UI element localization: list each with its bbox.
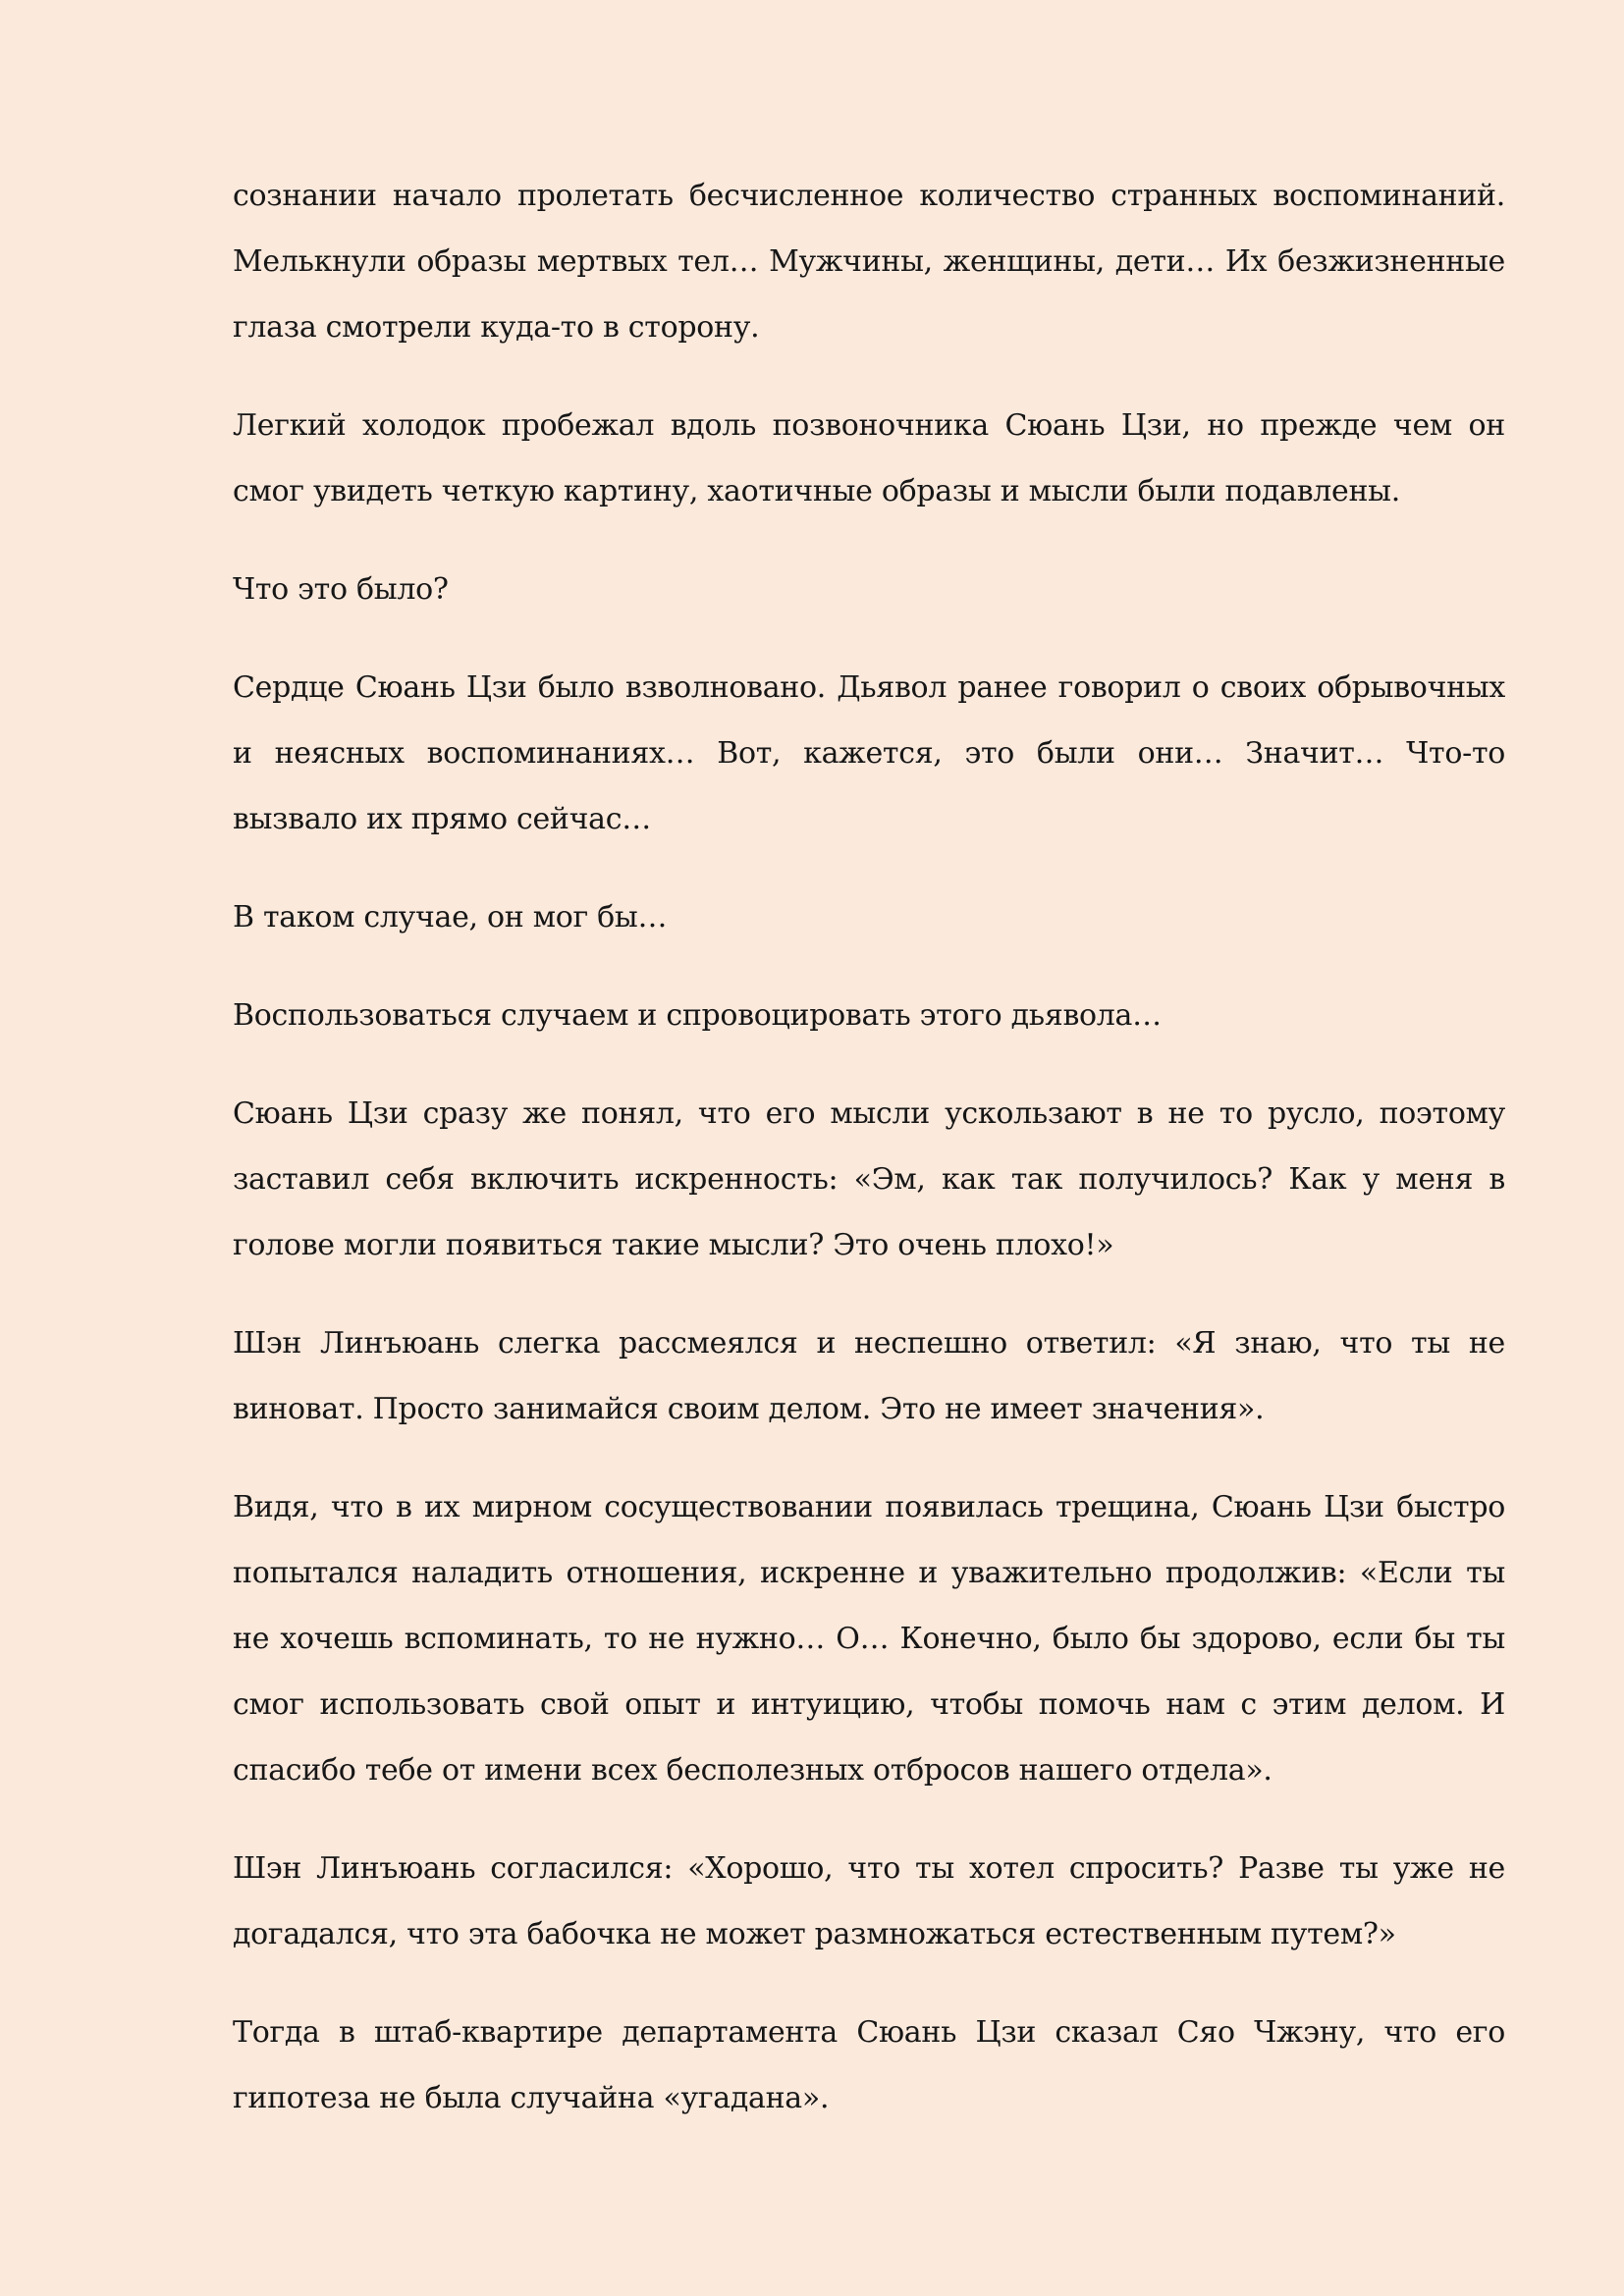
paragraph-2: Легкий холодок пробежал вдоль позвоночника Сюань Цзи, но прежде чем он смог увидеть четкую картину, хаотичные образы и мысли были подавлены. [233,408,1505,508]
paragraph-11: Тогда в штаб-квартире департамента Сюань Цзи сказал Сяо Чжэну, что его гипотеза не была случайна «угадана». [233,2015,1505,2115]
paragraph-5: В таком случае, он мог бы… [233,900,668,934]
paragraph-1: сознании начало пролетать бесчисленное количество странных воспоминаний. Мелькнули образы мертвых тел… Мужчины, женщины, дети… Их безжизненные глаза смотрели куда-то в сторону. [233,179,1505,345]
paragraph-6: Воспользоваться случаем и спровоцировать этого дьявола… [233,998,1162,1033]
paragraph-3: Что это было? [233,572,449,607]
paragraph-7: Сюань Цзи сразу же понял, что его мысли ускользают в не то русло, поэтому заставил себя включить искренность: «Эм, как так получилось? Как у меня в голове могли появиться такие мысли? Это очень плохо!» [233,1096,1505,1262]
paragraph-8: Шэн Линъюань слегка рассмеялся и неспешно ответил: «Я знаю, что ты не виноват. Просто занимайся своим делом. Это не имеет значения». [233,1326,1505,1426]
paragraph-4: Сердце Сюань Цзи было взволновано. Дьявол ранее говорил о своих обрывочных и неясных воспоминаниях… Вот, кажется, это были они… Значит… Что-то вызвало их прямо сейчас… [233,670,1505,836]
body-text [233,163,1505,2131]
paragraph-9: Видя, что в их мирном сосуществовании появилась трещина, Сюань Цзи быстро попытался наладить отношения, искренне и уважительно продолжив: «Если ты не хочешь вспоминать, то не нужно… О… Конечно, было бы здорово, если бы ты смог использовать свой опыт и интуицию, чтобы помочь нам с этим делом. И спасибо тебе от имени всех бесполезных отбросов нашего отдела». [233,1490,1505,1788]
paragraph-10: Шэн Линъюань согласился: «Хорошо, что ты хотел спросить? Разве ты уже не догадался, что эта бабочка не может размножаться естественным путем?» [233,1851,1505,1951]
